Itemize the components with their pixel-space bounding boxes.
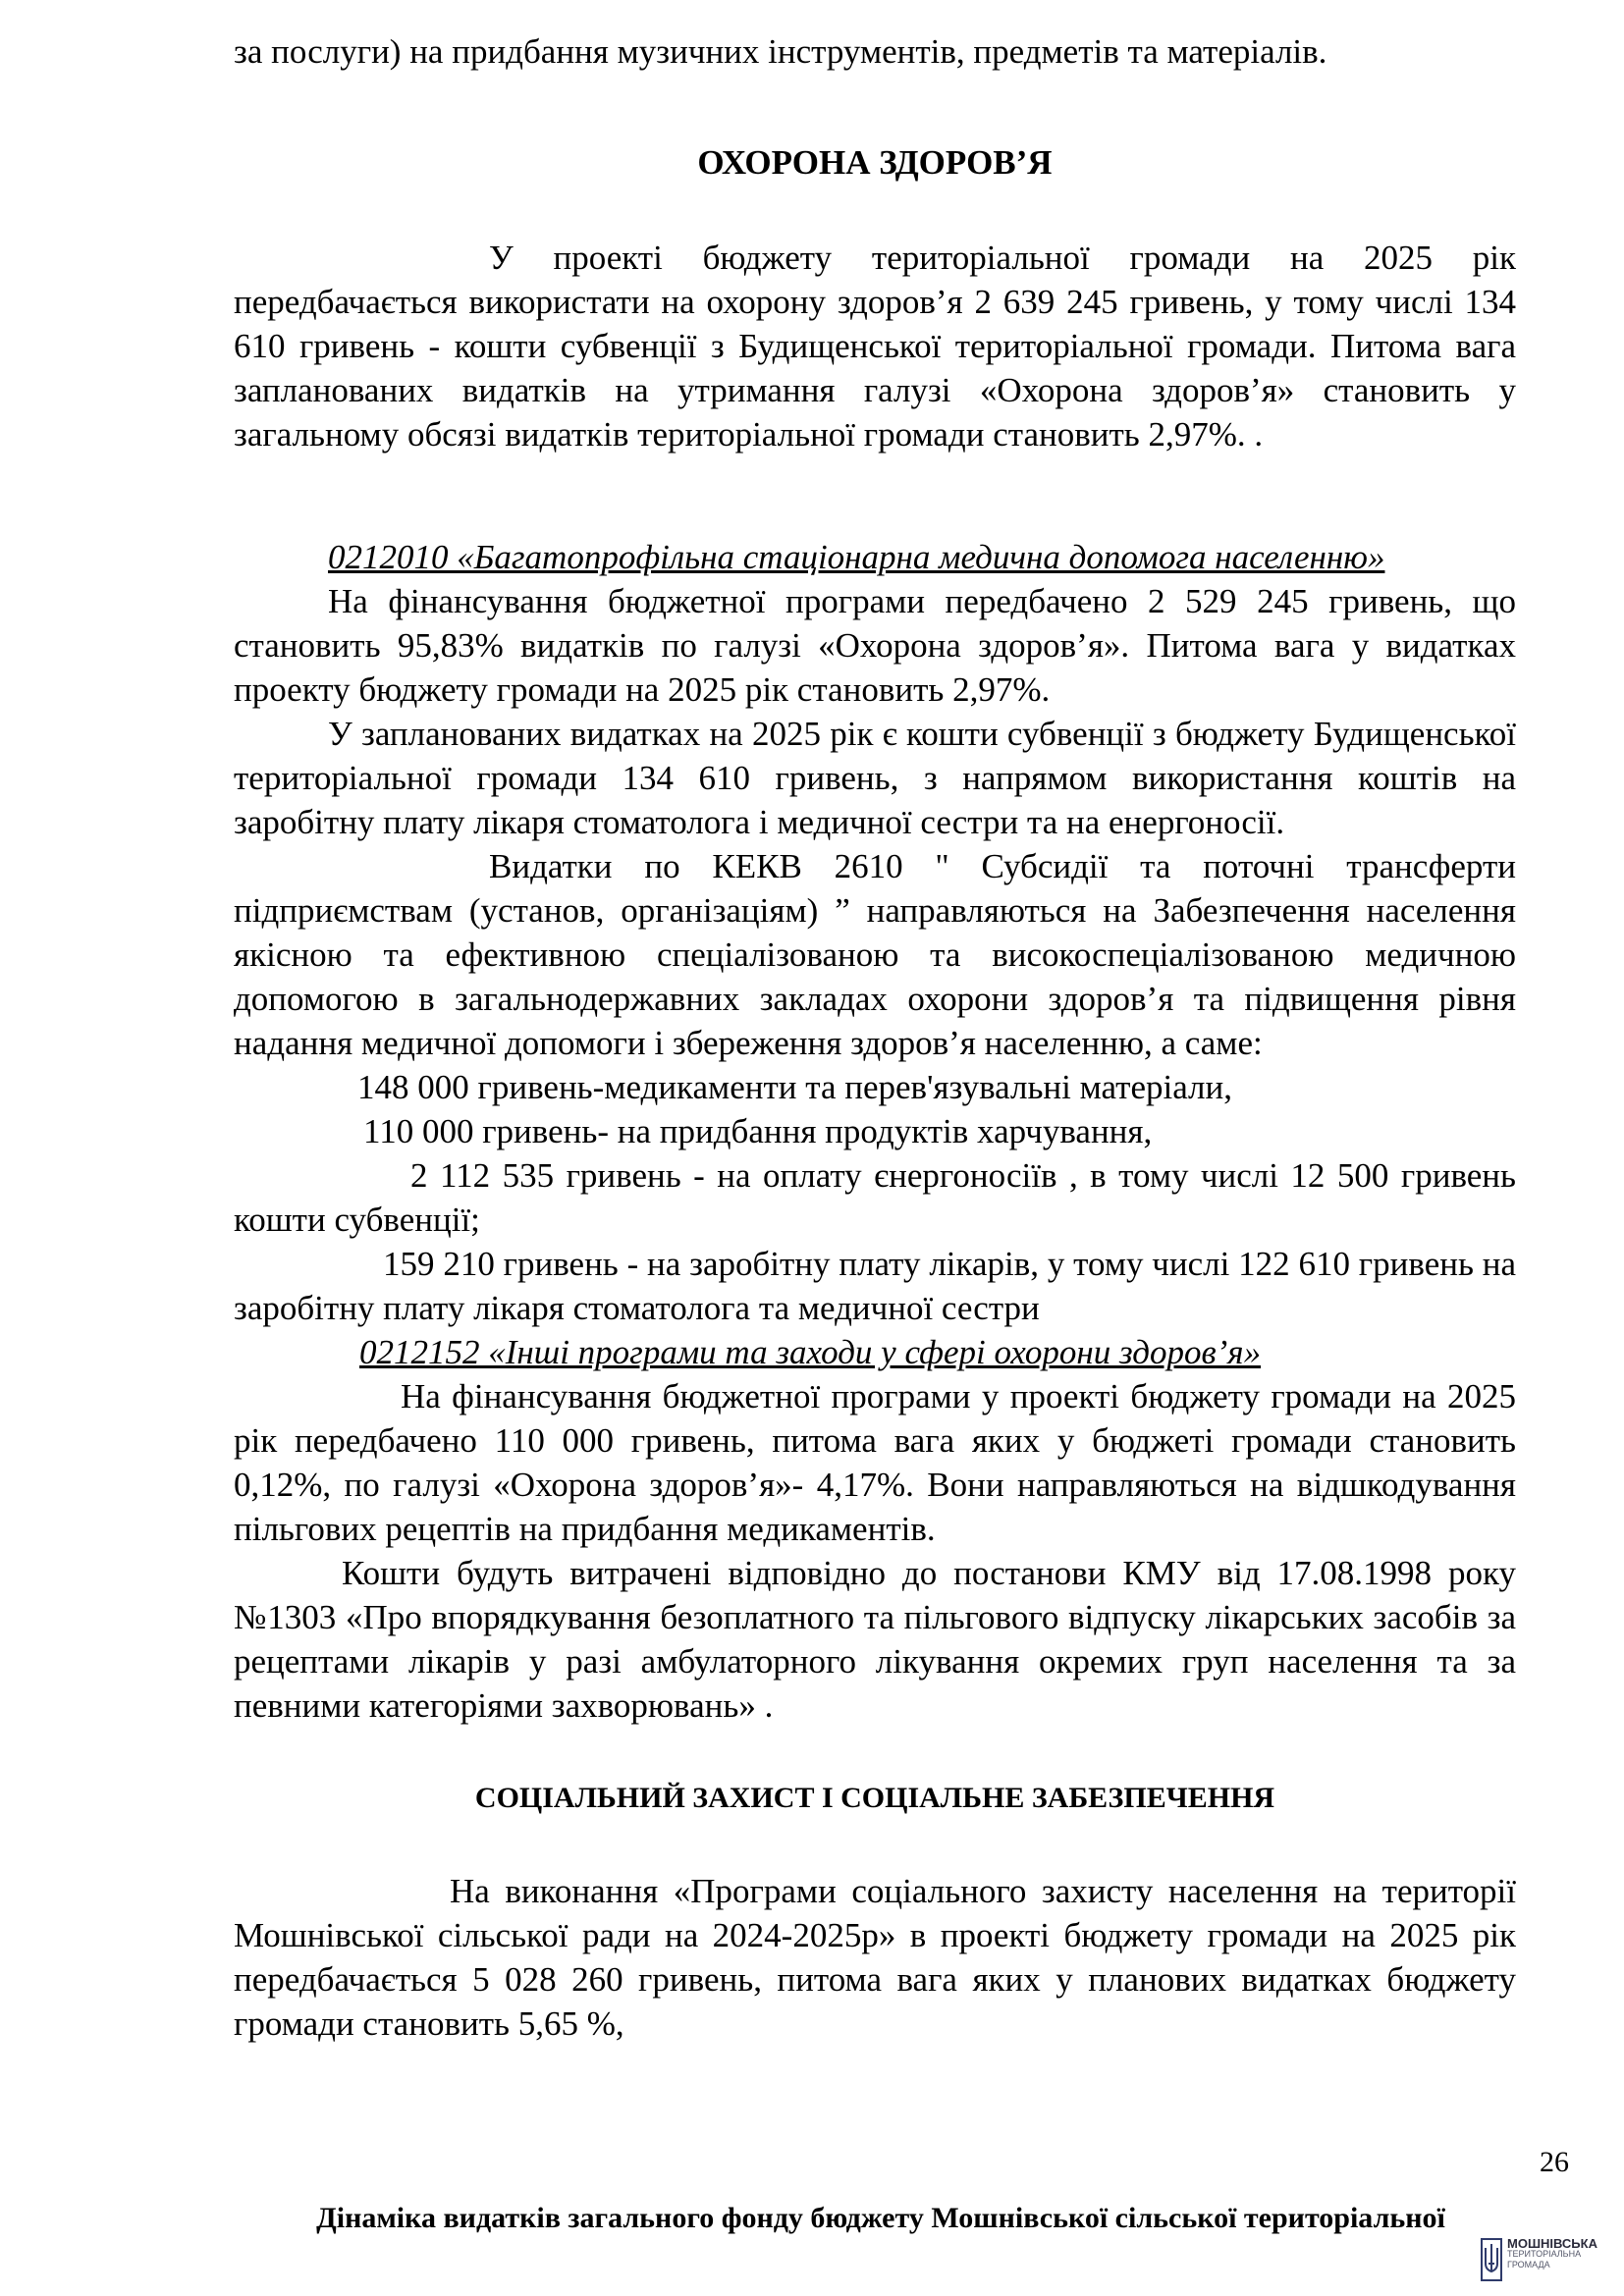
logo-sub: ГРОМАДА [1507,2260,1550,2269]
community-logo [1481,2238,1624,2296]
expense-item: 159 210 гривень - на заробітну плату лікарів, у тому числі 122 610 гривень на заробітну плату лікаря стоматолога та медичної сестри [234,1245,1516,1327]
program2-paragraph-1: На фінансування бюджетної програми у проекті бюджету громади на 2025 рік передбачено 110 000 гривень, питома вага яких у бюджеті громади становить 0,12%, по галузі «Охорона здоров’я»- 4,17%. Вони направляються на відшкодування пільгових рецептів на придбання медикаментів. [234,1377,1516,1548]
program1-paragraph-2: У запланованих видатках на 2025 рік є кошти субвенції з бюджету Будищенської територіальної громади 134 610 гривень, з напрямом використання коштів на заробітну плату лікаря стоматолога і медичної сестри та на енергоносії. [234,715,1516,841]
health-summary: У проекті бюджету територіальної громади на 2025 рік передбачається використати на охорону здоров’я 2 639 245 гривень, у тому числі 134 610 гривень - кошти субвенції з Будищенської територіальної громади. Питома вага запланованих видатків на утримання галузі «Охорона здоров’я» становить у загальному обсязі видатків територіальної громади становить 2,97%. . [234,239,1516,454]
logo-sub: ТЕРИТОРІАЛЬНА [1507,2249,1582,2259]
page-number: 26 [1540,2146,1569,2178]
document-page [234,29,1516,2046]
intro-line: за послуги) на придбання музичних інструментів, предметів та матеріалів. [234,32,1327,71]
logo-text [1507,2238,1597,2270]
trident-icon [1481,2238,1502,2281]
program1-paragraph-1: На фінансування бюджетної програми передбачено 2 529 245 гривень, що становить 95,83% видатків по галузі «Охорона здоров’я». Питома вага у видатках проекту бюджету громади на 2025 рік становить 2,97%. [234,582,1516,709]
program2-paragraph-2: Кошти будуть витрачені відповідно до постанови КМУ від 17.08.1998 року №1303 «Про впорядкування безоплатного та пільгового відпуску лікарських засобів за рецептами лікарів у разі амбулаторного лікування окремих груп населення та за певними категоріями захворювань» . [234,1554,1516,1725]
expense-item: 148 000 гривень-медикаменти та перев'язувальні матеріали, [357,1068,1232,1106]
expense-item: 2 112 535 гривень - на оплату єнергоносіїв , в тому числі 12 500 гривень кошти субвенції; [234,1156,1516,1239]
program-title-0212152: 0212152 «Інші програми та заходи у сфері охорони здоров’я» [359,1333,1262,1371]
program1-paragraph-3: Видатки по КЕКВ 2610 " Субсидії та поточні трансферти підприємствам (установ, організаціям) ” направляються на Забезпечення населення якісною та ефективною спеціалізованою та високоспеціалізованою медичною допомогою в загальнодержавних закладах охорони здоров’я та підвищення рівня надання медичної допомоги і збереження здоров’я населенню, а саме: [234,847,1516,1062]
program-title-0212010: 0212010 «Багатопрофільна стаціонарна медична допомога населенню» [328,538,1385,576]
social-paragraph: На виконання «Програми соціального захисту населення на території Мошнівської сільської ради на 2024-2025р» в проекті бюджету громади на 2025 рік передбачається 5 028 260 гривень, питома вага яких у планових видатках бюджету громади становить 5,65 %, [234,1872,1516,2043]
section-title-social: СОЦІАЛЬНИЙ ЗАХИСТ І СОЦІАЛЬНЕ ЗАБЕЗПЕЧЕННЯ [474,1782,1275,1814]
logo-main: МОШНІВСЬКА [1507,2236,1597,2251]
section-title-health: ОХОРОНА ЗДОРОВ’Я [697,143,1053,182]
footer-title: Дінаміка видатків загального фонду бюджету Мошнівської сільської територіальної [316,2202,1445,2234]
expense-item: 110 000 гривень- на придбання продуктів харчування, [363,1112,1153,1150]
